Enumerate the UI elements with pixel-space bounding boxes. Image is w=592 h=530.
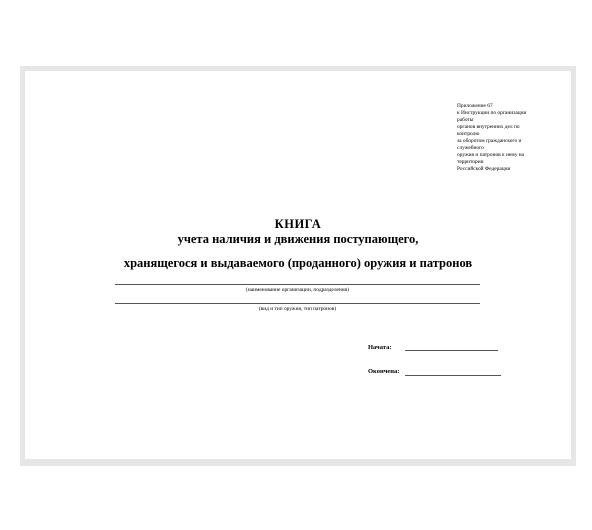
end-date-label: Окончена:	[368, 368, 400, 375]
weapon-caption: (вид и тип оружия, тип патронов)	[258, 306, 337, 312]
book-subtitle-line-2: хранящегося и выдаваемого (проданного) оружия и патронов	[123, 256, 473, 270]
book-subtitle-line-1: учета наличия и движения поступающего,	[177, 232, 419, 246]
start-date-fill-line	[405, 350, 498, 351]
start-date-label: Начата:	[368, 344, 392, 351]
organization-fill-line	[115, 284, 480, 285]
end-date-fill-line	[405, 375, 501, 376]
book-title: КНИГА	[274, 217, 322, 231]
weapon-fill-line	[115, 303, 480, 304]
organization-caption: (наименование организации, подразделения)	[246, 287, 349, 293]
document-page	[25, 71, 571, 459]
appendix-note: Приложение 67 к Инструкции по организации работы органов внутренних дел по контролю за оборотом гражданского и служебного оружия и патронов к нему на территории Российской Федерации	[457, 103, 527, 172]
